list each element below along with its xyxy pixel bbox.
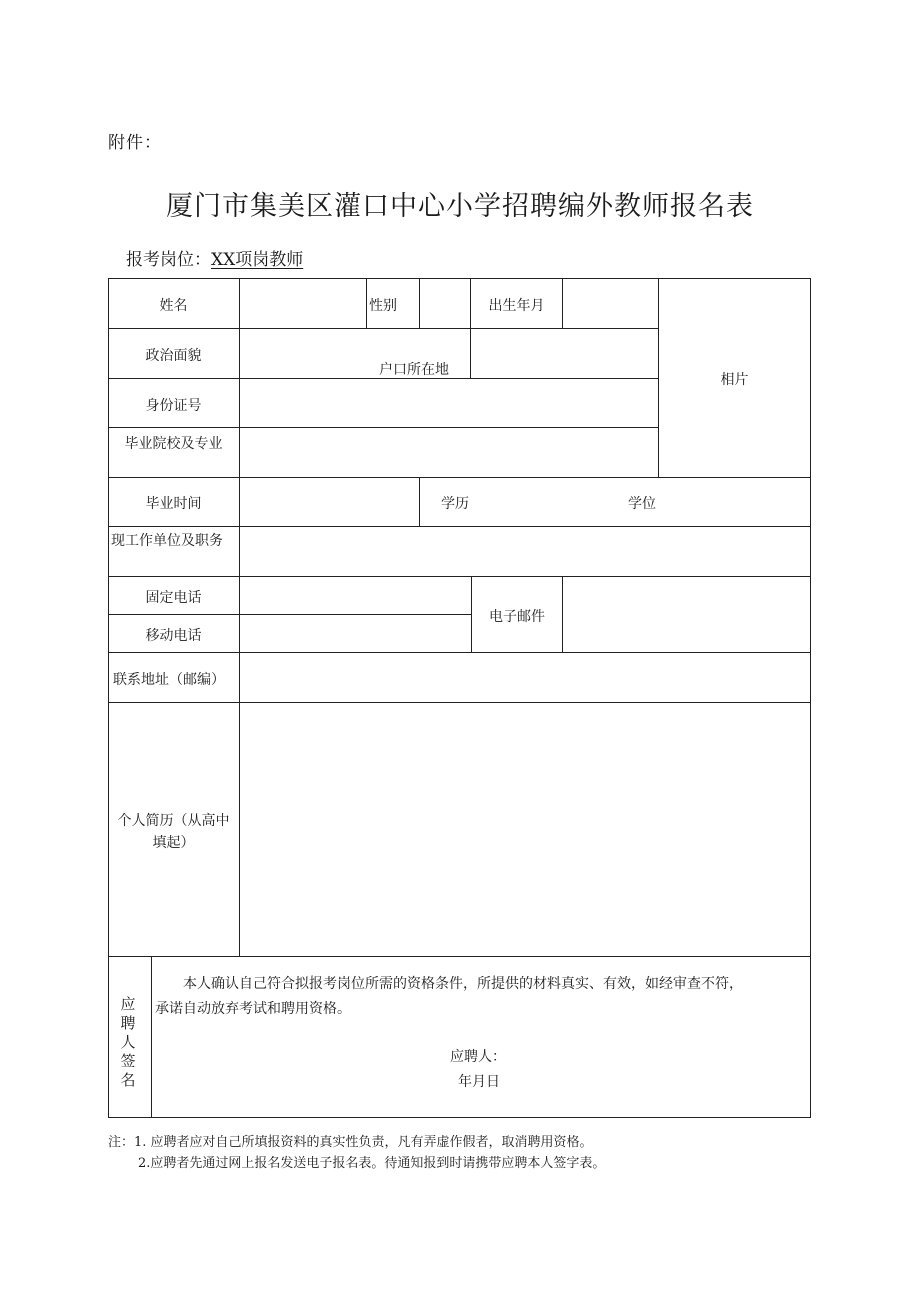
- mobile-field[interactable]: [240, 615, 471, 652]
- position-line: [126, 245, 303, 270]
- grad-time-field[interactable]: [240, 478, 419, 526]
- position-value: XX项岗教师: [211, 250, 304, 270]
- birth-label: 出生年月: [488, 298, 545, 314]
- note-1: 注：1. 应聘者应对自己所填报资料的真实性负责，凡有弄虚作假者，取消聘用资格。: [108, 1135, 593, 1150]
- school-label: 毕业院校及专业: [124, 436, 223, 452]
- birth-field[interactable]: [563, 279, 658, 328]
- page-title: 厦门市集美区灌口中心小学招聘编外教师报名表: [166, 191, 754, 222]
- note-2: 2.应聘者先通过网上报名发送电子报名表。待通知报到时请携带应聘本人签字表。: [138, 1156, 606, 1171]
- resume-label-line1: 个人简历（从高中: [117, 813, 230, 829]
- mobile-label: 移动电话: [145, 628, 202, 644]
- photo-area[interactable]: [659, 279, 810, 477]
- id-field[interactable]: [240, 379, 658, 427]
- declaration-line2: 承诺自动放弃考试和聘用资格。: [155, 1001, 351, 1017]
- resume-label-line2: 填起）: [152, 835, 195, 851]
- gender-label: 性别: [369, 298, 397, 314]
- applicant-signature-label: 应聘人：: [450, 1049, 506, 1065]
- signature-section-label: 应聘人签名: [120, 995, 136, 1089]
- work-field[interactable]: [240, 527, 810, 576]
- resume-label: [108, 810, 239, 854]
- address-field[interactable]: [240, 653, 810, 702]
- address-label: 联系地址（邮编）: [113, 672, 225, 688]
- email-label: 电子邮件: [489, 609, 545, 625]
- work-label: 现工作单位及职务: [111, 533, 223, 549]
- date-label: 年月日: [458, 1074, 500, 1090]
- gender-field[interactable]: [420, 279, 470, 328]
- resume-field[interactable]: [240, 703, 810, 956]
- landline-label: 固定电话: [145, 590, 202, 606]
- declaration-line1: 本人确认自己符合拟报考岗位所需的资格条件，所提供的材料真实、有效，如经审查不符，: [183, 976, 743, 992]
- hukou-field[interactable]: [471, 329, 658, 378]
- name-field[interactable]: [240, 279, 366, 328]
- position-label: 报考岗位：: [126, 250, 211, 270]
- hukou-label: 户口所在地: [379, 362, 449, 378]
- email-field[interactable]: [563, 577, 810, 652]
- school-field[interactable]: [240, 428, 658, 477]
- degree-label: 学位: [628, 496, 656, 512]
- declaration-text: [155, 972, 805, 1022]
- photo-label: 相片: [720, 372, 749, 388]
- applicant-signature-field[interactable]: [510, 1042, 690, 1066]
- political-label: 政治面貌: [145, 348, 202, 364]
- name-label: 姓名: [159, 298, 188, 314]
- landline-field[interactable]: [240, 577, 471, 614]
- grad-time-label: 毕业时间: [145, 496, 202, 512]
- id-label: 身份证号: [145, 398, 202, 414]
- education-label: 学历: [441, 496, 469, 512]
- attachment-label: 附件：: [108, 133, 162, 153]
